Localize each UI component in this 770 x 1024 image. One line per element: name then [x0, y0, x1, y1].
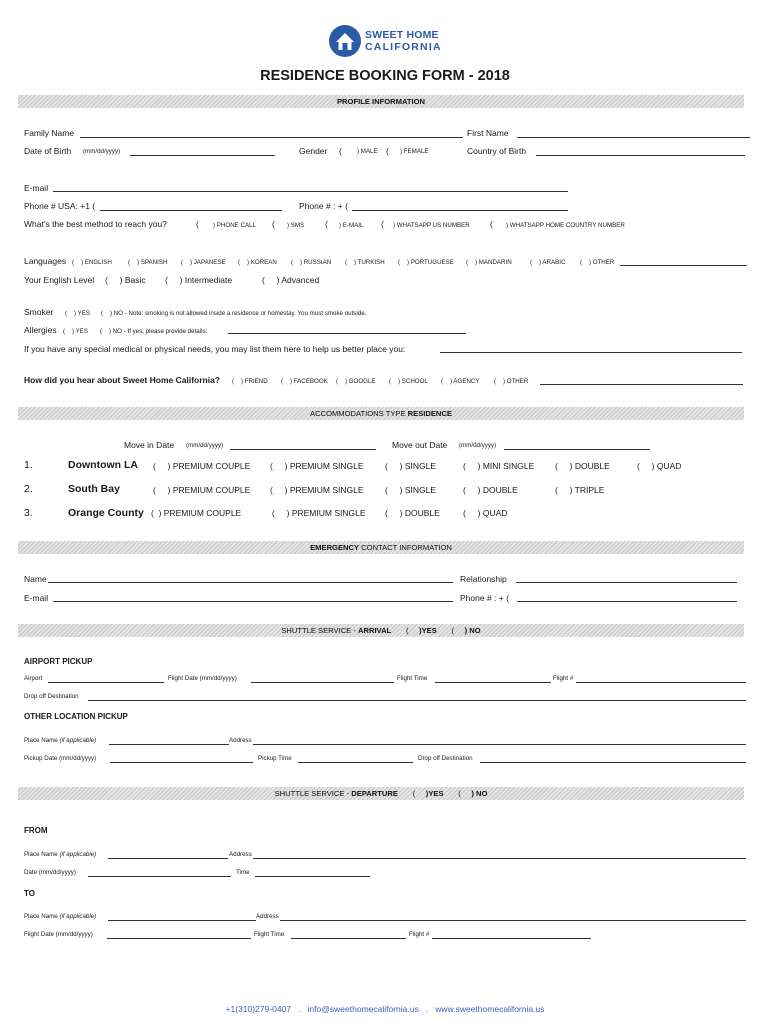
residence-number-3: 3.: [24, 507, 33, 519]
to-heading: TO: [24, 889, 35, 898]
method-sms[interactable]: ) SMS: [287, 222, 305, 229]
lang-spanish[interactable]: ( ) SPANISH: [128, 259, 168, 266]
method-phone-call[interactable]: ) PHONE CALL: [213, 222, 256, 229]
room-option[interactable]: ( ) PREMIUM COUPLE: [151, 508, 242, 518]
relationship-field[interactable]: [516, 582, 737, 583]
phone-field[interactable]: [352, 210, 568, 211]
footer-separator: .: [425, 1004, 429, 1014]
room-option[interactable]: ( ) QUAD: [637, 461, 682, 471]
best-method-label: What's the best method to reach you?: [24, 219, 167, 229]
place-name-label: Place Name (if applicable): [24, 737, 97, 744]
dob-format: (mm/dd/yyyy): [83, 148, 121, 155]
section-header-emergency: EMERGENCY CONTACT INFORMATION: [18, 541, 744, 554]
room-option[interactable]: ( ) PREMIUM SINGLE: [272, 508, 366, 518]
phone-label: Phone # : + (: [299, 201, 348, 211]
lang-mandarin[interactable]: ( ) MANDARIN: [466, 259, 512, 266]
country-label: Country of Birth: [467, 146, 527, 156]
flight-time-field[interactable]: [435, 682, 551, 683]
lang-portuguese[interactable]: ( ) PORTUGUESE: [398, 259, 454, 266]
to-address-label: Address: [256, 913, 279, 920]
smoker-yes[interactable]: ( ) YES: [65, 310, 90, 317]
dropoff2-field[interactable]: [480, 762, 746, 763]
languages-label: Languages: [24, 256, 67, 266]
room-option[interactable]: ( ) TRIPLE: [555, 485, 605, 495]
method-whatsapp-home[interactable]: ) WHATSAPP HOME COUNTRY NUMBER: [506, 222, 625, 229]
airport-field[interactable]: [48, 682, 164, 683]
dropoff-field[interactable]: [88, 700, 746, 701]
section-header-accommodations: ACCOMMODATIONS TYPE RESIDENCE: [18, 407, 744, 420]
dropoff2-label: Drop off Destination: [418, 755, 473, 762]
lang-other-field[interactable]: [620, 265, 747, 266]
footer-email[interactable]: info@sweethomecalifornia.us: [307, 1004, 419, 1014]
departure-yes[interactable]: )YES: [425, 789, 444, 798]
emergency-name-label: Name: [24, 574, 47, 584]
footer-phone[interactable]: +1(310)279-0407: [225, 1004, 292, 1014]
address-field[interactable]: [253, 744, 746, 745]
from-place-name-field[interactable]: [108, 858, 228, 859]
page-title: RESIDENCE BOOKING FORM - 2018: [260, 68, 510, 84]
emergency-phone-field[interactable]: [517, 601, 737, 602]
residence-number-2: 2.: [24, 483, 33, 495]
lang-english[interactable]: ( ) ENGLISH: [72, 259, 112, 266]
departure-no[interactable]: ) NO: [471, 789, 488, 798]
allergies-no[interactable]: ( ) NO - If yes, please provide details:: [100, 328, 208, 335]
room-option[interactable]: ( ) PREMIUM COUPLE: [153, 485, 251, 495]
source-school[interactable]: ( ) SCHOOL: [389, 378, 428, 385]
allergies-label: Allergies: [24, 325, 57, 335]
allergies-details-field[interactable]: [228, 333, 466, 334]
residence-number-1: 1.: [24, 459, 33, 471]
place-name-field[interactable]: [109, 744, 229, 745]
level-intermediate[interactable]: ( ) Intermediate: [165, 275, 233, 285]
departure-time-field[interactable]: [255, 876, 370, 877]
flight-no-field[interactable]: [576, 682, 746, 683]
room-option[interactable]: ( ) DOUBLE: [555, 461, 610, 471]
flight-no-label: Flight #: [553, 675, 574, 682]
country-field[interactable]: [536, 155, 745, 156]
phone-usa-label: Phone # USA: +1 (: [24, 201, 96, 211]
footer: [0, 1004, 770, 1014]
source-google[interactable]: ( ) GOOGLE: [336, 378, 376, 385]
dep-flight-no-label: Flight #: [409, 931, 430, 938]
source-other[interactable]: ( ) OTHER: [494, 378, 529, 385]
gender-label: Gender: [299, 146, 328, 156]
relationship-label: Relationship: [460, 574, 507, 584]
lang-turkish[interactable]: ( ) TURKISH: [345, 259, 385, 266]
move-in-field[interactable]: [230, 449, 376, 450]
dob-label: Date of Birth: [24, 146, 72, 156]
footer-website[interactable]: www.sweethomecalifornia.us: [435, 1004, 545, 1014]
allergies-yes[interactable]: ( ) YES: [63, 328, 88, 335]
level-advanced[interactable]: ( ) Advanced: [262, 275, 320, 285]
dep-flight-date-field[interactable]: [107, 938, 251, 939]
house-logo-icon: [328, 24, 362, 58]
departure-date-label: Date (mm/dd/yyyy): [24, 869, 76, 876]
dropoff-label: Drop off Destination: [24, 693, 79, 700]
room-option[interactable]: ( ) DOUBLE: [463, 485, 518, 495]
section-header-departure: SHUTTLE SERVICE - DEPARTURE ( )YES ( ) NO: [18, 787, 744, 800]
special-needs-field[interactable]: [440, 352, 742, 353]
room-option[interactable]: ( ) QUAD: [463, 508, 508, 518]
logo-line2: CALIFORNIA: [365, 41, 442, 53]
english-level-label: Your English Level: [24, 275, 95, 285]
departure-date-field[interactable]: [88, 876, 231, 877]
dob-field[interactable]: [130, 155, 275, 156]
special-needs-label: If you have any special medical or physical needs, you may list them here to help us better place you:: [24, 344, 406, 354]
residence-name-orange-county: Orange County: [68, 507, 144, 519]
from-place-name-label: Place Name (if applicable): [24, 851, 97, 858]
source-facebook[interactable]: ( ) FACEBOOK: [281, 378, 328, 385]
from-heading: FROM: [24, 826, 48, 835]
dep-flight-date-label: Flight Date (mm/dd/yyyy): [24, 931, 93, 938]
room-option[interactable]: ( ) MINI SINGLE: [463, 461, 535, 471]
room-option[interactable]: ( ) PREMIUM SINGLE: [270, 485, 364, 495]
dep-flight-no-field[interactable]: [432, 938, 591, 939]
residence-name-downtown-la: Downtown LA: [68, 459, 138, 471]
arrival-no[interactable]: ) NO: [464, 626, 481, 635]
phone-usa-field[interactable]: [100, 210, 282, 211]
family-name-label: Family Name: [24, 128, 75, 138]
move-out-field[interactable]: [504, 449, 650, 450]
to-place-name-field[interactable]: [108, 920, 256, 921]
method-whatsapp-us[interactable]: ) WHATSAPP US NUMBER: [393, 222, 470, 229]
departure-time-label: Time: [236, 869, 250, 876]
move-in-label: Move in Date: [124, 440, 175, 450]
airport-pickup-heading: AIRPORT PICKUP: [24, 657, 93, 666]
move-out-format: (mm/dd/yyyy): [459, 442, 497, 449]
smoker-no[interactable]: ( ) NO - Note: smoking is not allowed inside a residence or homestay. You must smoke outside.: [101, 310, 367, 317]
room-option[interactable]: ( ) SINGLE: [385, 485, 437, 495]
email-label: E-mail: [24, 183, 49, 193]
family-name-field[interactable]: [80, 137, 463, 138]
dep-flight-time-label: Flight Time: [254, 931, 285, 938]
emergency-email-label: E-mail: [24, 593, 49, 603]
arrival-yes[interactable]: )YES: [419, 626, 437, 635]
section-header-profile: PROFILE INFORMATION: [18, 95, 744, 108]
smoker-label: Smoker: [24, 307, 54, 317]
other-pickup-heading: OTHER LOCATION PICKUP: [24, 712, 128, 721]
move-in-format: (mm/dd/yyyy): [186, 442, 224, 449]
logo-line1: SWEET HOME: [365, 29, 439, 41]
room-option[interactable]: ( ) DOUBLE: [385, 508, 440, 518]
footer-separator: .: [298, 1004, 301, 1014]
to-place-name-label: Place Name (if applicable): [24, 913, 97, 920]
pickup-time-field[interactable]: [298, 762, 413, 763]
emergency-name-field[interactable]: [48, 582, 453, 583]
residence-name-south-bay: South Bay: [68, 483, 120, 495]
dep-flight-time-field[interactable]: [291, 938, 406, 939]
section-header-arrival: SHUTTLE SERVICE - ARRIVAL ( )YES ( ) NO: [18, 624, 744, 637]
airport-label: Airport: [24, 675, 43, 682]
email-field[interactable]: [53, 191, 568, 192]
source-other-field[interactable]: [540, 384, 743, 385]
lang-korean[interactable]: ( ) KOREAN: [238, 259, 277, 266]
source-friend[interactable]: ( ) FRIEND: [232, 378, 268, 385]
flight-date-label: Flight Date (mm/dd/yyyy): [168, 675, 237, 682]
first-name-field[interactable]: [517, 137, 750, 138]
pickup-date-label: Pickup Date (mm/dd/yyyy): [24, 755, 97, 762]
move-out-label: Move out Date: [392, 440, 448, 450]
flight-time-label: Flight Time: [397, 675, 428, 682]
emergency-email-field[interactable]: [53, 601, 453, 602]
method-email[interactable]: ) E-MAIL: [339, 222, 364, 229]
pickup-date-field[interactable]: [110, 762, 253, 763]
room-option[interactable]: ( ) SINGLE: [385, 461, 437, 471]
lang-japanese[interactable]: ( ) JAPANESE: [181, 259, 226, 266]
room-option[interactable]: ( ) PREMIUM COUPLE: [153, 461, 251, 471]
emergency-phone-label: Phone # : + (: [460, 593, 509, 603]
first-name-label: First Name: [467, 128, 509, 138]
flight-date-field[interactable]: [251, 682, 394, 683]
logo: [328, 24, 448, 58]
pickup-time-label: Pickup Time: [258, 755, 292, 762]
lang-other[interactable]: ( ) OTHER: [580, 259, 615, 266]
source-agency[interactable]: ( ) AGENCY: [441, 378, 480, 385]
room-option[interactable]: ( ) PREMIUM SINGLE: [270, 461, 364, 471]
lang-russian[interactable]: ( ) RUSSIAN: [291, 259, 332, 266]
address-label: Address: [229, 737, 252, 744]
level-basic[interactable]: ( ) Basic: [105, 275, 146, 285]
gender-female[interactable]: ) FEMALE: [400, 148, 429, 155]
from-address-label: Address: [229, 851, 252, 858]
gender-male[interactable]: ) MALE: [357, 148, 378, 155]
to-address-field[interactable]: [280, 920, 746, 921]
hear-about-label: How did you hear about Sweet Home California?: [24, 375, 220, 385]
lang-arabic[interactable]: ( ) ARABIC: [530, 259, 566, 266]
from-address-field[interactable]: [253, 858, 746, 859]
